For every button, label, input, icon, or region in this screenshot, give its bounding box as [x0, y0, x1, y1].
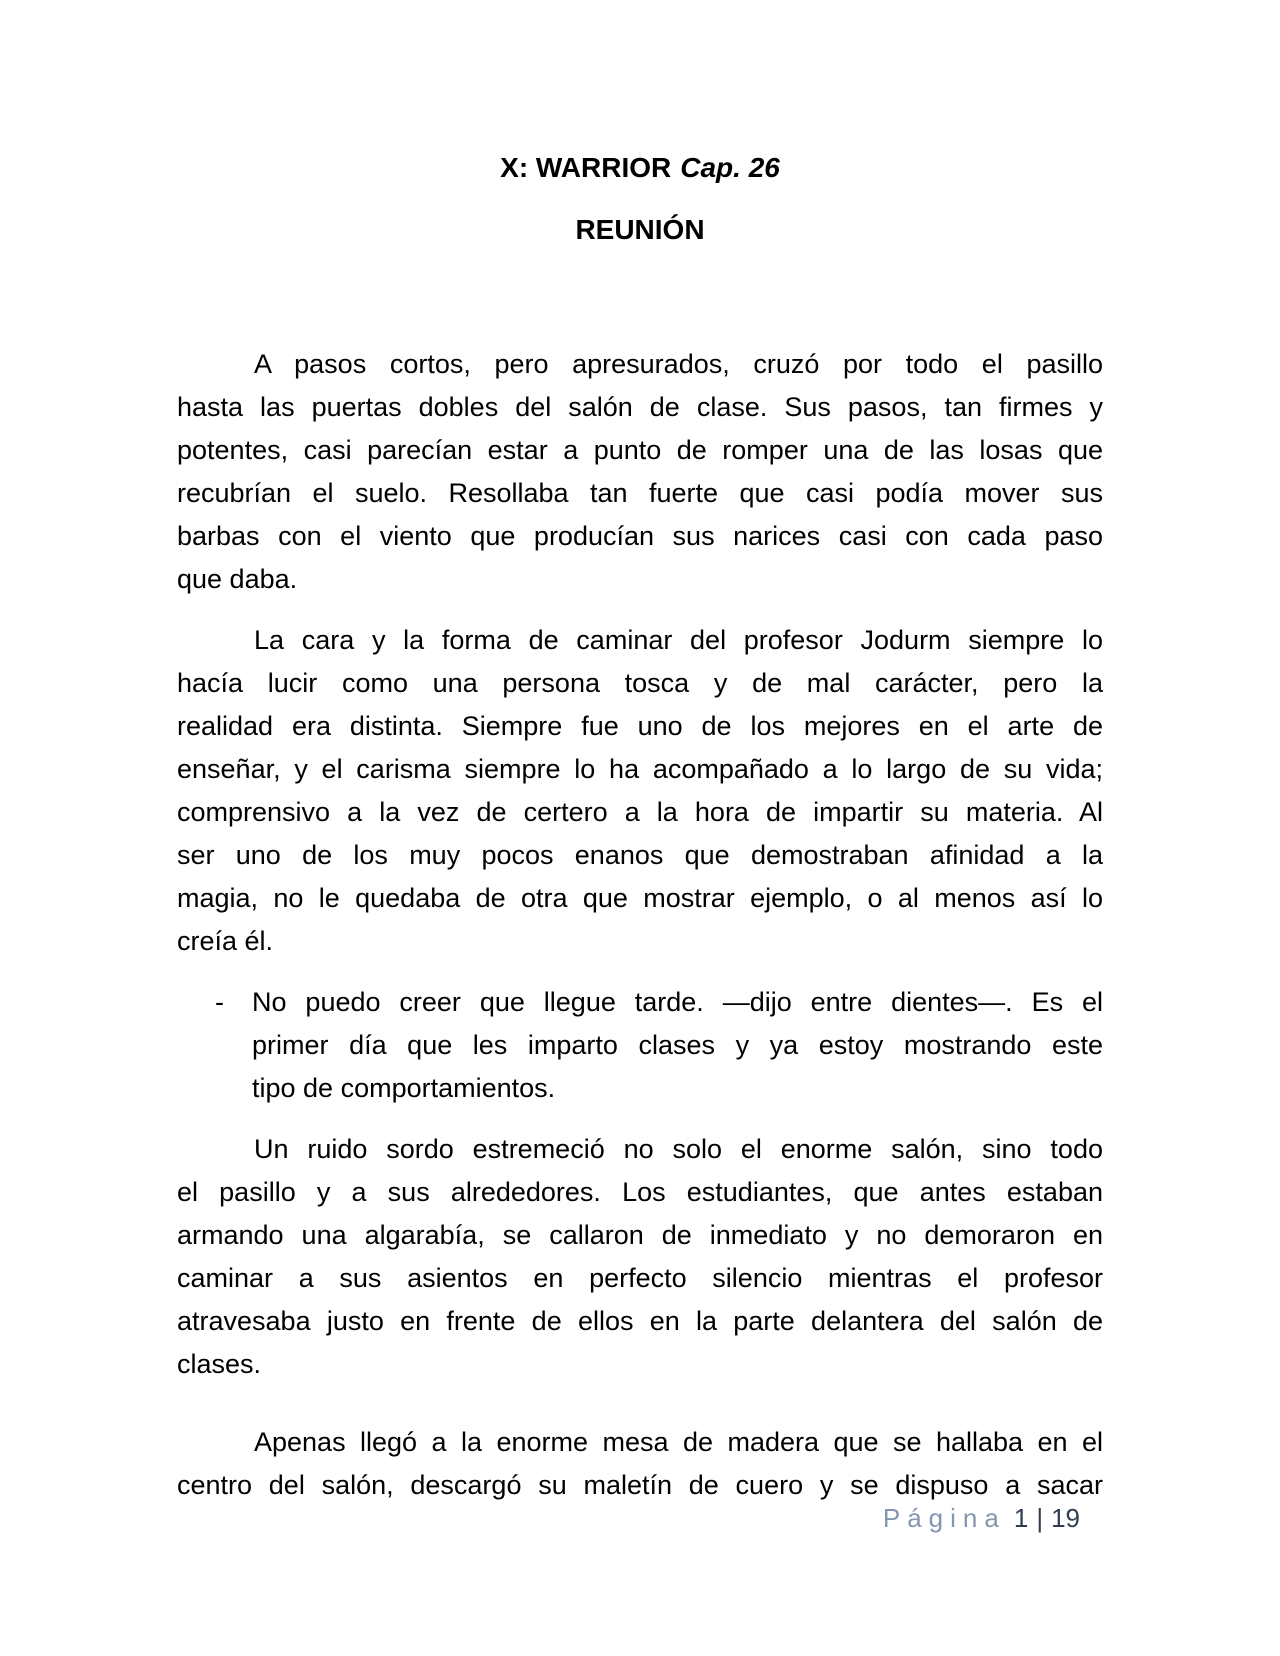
- text-line: ser uno de los muy pocos enanos que demostraban afinidad a la: [177, 840, 1103, 870]
- footer-separator: |: [1036, 1503, 1044, 1533]
- text-line: atravesaba justo en frente de ellos en la parte delantera del salón de: [177, 1306, 1103, 1336]
- text-line: Apenas llegó a la enorme mesa de madera que se hallaba en el: [254, 1427, 1103, 1457]
- body-text: [177, 343, 1103, 1507]
- text-line: creía él.: [177, 926, 274, 956]
- text-line: Un ruido sordo estremeció no solo el enorme salón, sino todo: [254, 1134, 1103, 1164]
- text-line: magia, no le quedaba de otra que mostrar ejemplo, o al menos así lo: [177, 883, 1103, 913]
- text-line: el pasillo y a sus alrededores. Los estudiantes, que antes estaban: [177, 1177, 1103, 1207]
- text-line: recubrían el suelo. Resollaba tan fuerte que casi podía mover sus: [177, 478, 1103, 508]
- list-dash-marker: -: [215, 987, 224, 1017]
- title-main: X: WARRIOR: [500, 152, 672, 183]
- page-footer: [883, 1502, 1080, 1534]
- text-line: realidad era distinta. Siempre fue uno de los mejores en el arte de: [177, 711, 1103, 741]
- text-line: A pasos cortos, pero apresurados, cruzó por todo el pasillo: [254, 349, 1103, 379]
- footer-total-pages: 19: [1051, 1503, 1080, 1533]
- text-line: hacía lucir como una persona tosca y de mal carácter, pero la: [177, 668, 1103, 698]
- text-line: barbas con el viento que producían sus narices casi con cada paso: [177, 521, 1103, 551]
- text-line: comprensivo a la vez de certero a la hora de impartir su materia. Al: [177, 797, 1103, 827]
- text-line: potentes, casi parecían estar a punto de romper una de las losas que: [177, 435, 1103, 465]
- text-line: La cara y la forma de caminar del profesor Jodurm siempre lo: [254, 625, 1103, 655]
- text-line: caminar a sus asientos en perfecto silencio mientras el profesor: [177, 1263, 1103, 1293]
- paragraph: [177, 619, 1103, 963]
- footer-current-page: 1: [1013, 1503, 1029, 1533]
- text-line: enseñar, y el carisma siempre lo ha acompañado a lo largo de su vida;: [177, 754, 1103, 784]
- paragraph: [177, 1421, 1103, 1507]
- footer-page-label: Página: [882, 1503, 1006, 1533]
- chapter-number: Cap. 26: [680, 152, 780, 183]
- paragraph: [177, 1128, 1103, 1386]
- text-line: No puedo creer que llegue tarde. —dijo entre dientes—. Es el: [252, 987, 1103, 1017]
- text-line: tipo de comportamientos.: [252, 1073, 556, 1103]
- text-line: primer día que les imparto clases y ya estoy mostrando este: [252, 1030, 1103, 1060]
- document-title: [177, 150, 1103, 186]
- section-heading: REUNIÓN: [575, 214, 705, 245]
- text-line: centro del salón, descargó su maletín de cuero y se dispuso a sacar: [177, 1470, 1103, 1500]
- text-line: armando una algarabía, se callaron de inmediato y no demoraron en: [177, 1220, 1103, 1250]
- text-line: que daba.: [177, 564, 298, 594]
- text-line: hasta las puertas dobles del salón de clase. Sus pasos, tan firmes y: [177, 392, 1103, 422]
- list-paragraph: [177, 981, 1103, 1110]
- text-line: clases.: [177, 1349, 262, 1379]
- paragraph: [177, 343, 1103, 601]
